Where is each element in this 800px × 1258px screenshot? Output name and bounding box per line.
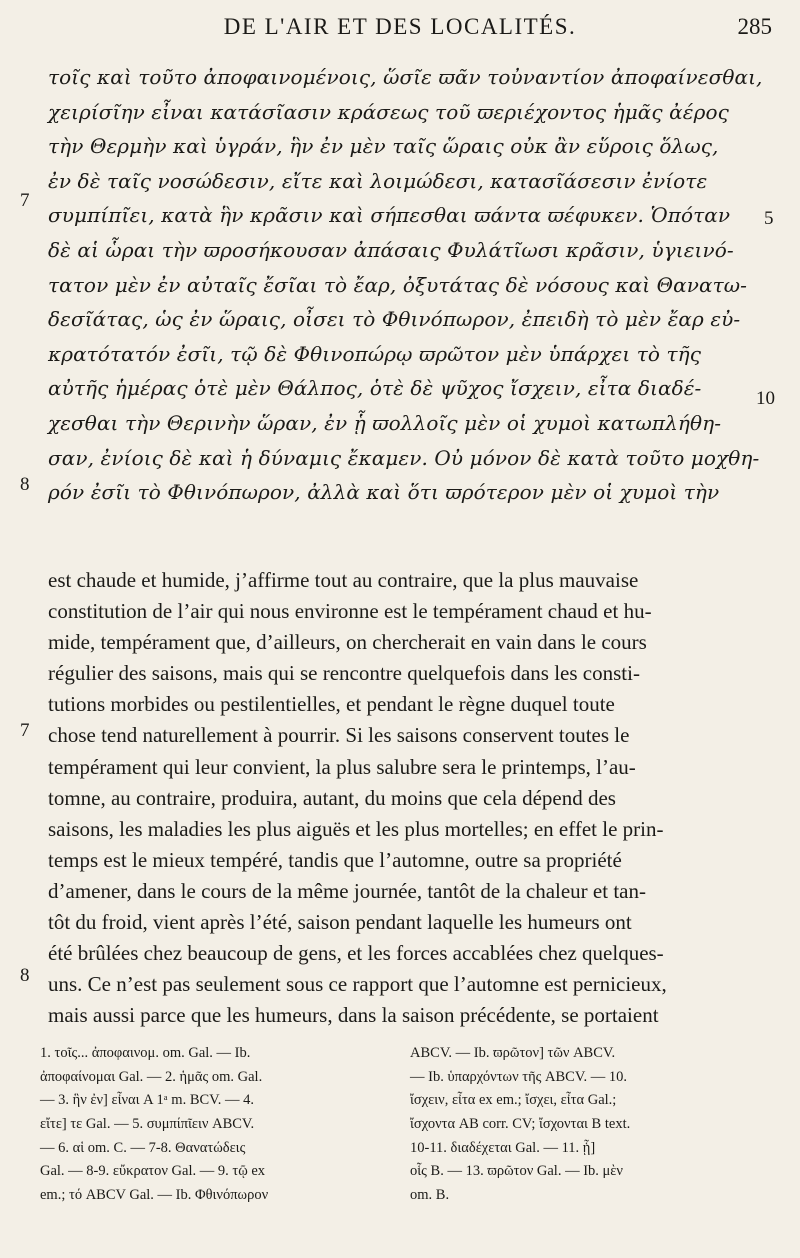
french-text-line: tutions morbides ou pestilentielles, et pendant le règne duquel toute <box>48 692 615 717</box>
apparatus-note-line: 10-11. διαδέχεται Gal. — 11. ᾗ] <box>410 1139 596 1156</box>
greek-margin-line-number: 5 <box>764 208 774 229</box>
french-margin-line-ref: 8 <box>20 965 30 986</box>
french-text-line: uns. Ce n’est pas seulement sous ce rapport que l’automne est pernicieux, <box>48 972 667 997</box>
greek-text-line: σαν, ἐνίοις δὲ καὶ ἡ δύναμις ἔκαμεν. Οὐ μόνον δὲ κατὰ τοῦτο μοχθη- <box>48 445 760 470</box>
greek-text-line: δὲ αἱ ὧραι τὴν ϖροσήκουσαν ἀπάσαις Φυλάτῖωσι κρᾶσιν, ὑγιεινό- <box>48 237 734 262</box>
greek-text-line: τοῖς καὶ τοῦτο ἀποφαινομένοις, ὥσῖε ϖᾶν τοὐναντίον ἀποφαίνεσθαι, <box>48 65 763 89</box>
apparatus-note-line: — 3. ἣν ἐν] εἶναι A 1ᵃ m. BCV. — 4. <box>40 1092 255 1109</box>
apparatus-note-line: ἀποφαίνομαι Gal. — 2. ἡμᾶς om. Gal. <box>40 1068 263 1085</box>
apparatus-note-line: 1. τοῖς... ἀποφαινομ. om. Gal. — Ib. <box>40 1045 251 1061</box>
apparatus-note-line: Gal. — 8-9. εὔκρατον Gal. — 9. τῷ ex <box>40 1163 266 1180</box>
greek-text-line: ἐν δὲ ταῖς νοσώδεσιν, εἴτε καὶ λοιμώδεσι, κατασῖάσεσιν ἐνίοτε <box>48 168 708 193</box>
greek-text-line: χεσθαι τὴν Θερινὴν ὥραν, ἐν ᾗ ϖολλοῖς μὲν οἱ χυμοὶ κατωπλήθη- <box>48 410 722 435</box>
french-text-line: saisons, les maladies les plus aiguës et les plus mortelles; en effet le prin- <box>48 816 664 841</box>
apparatus-note-line: em.; τό ABCV Gal. — Ib. Φθινόπωρον <box>40 1187 269 1204</box>
greek-margin-line-number: 10 <box>756 388 775 409</box>
french-text-line: tomne, au contraire, produira, autant, du moins que cela dépend des <box>48 785 616 810</box>
french-text-line: chose tend naturellement à pourrir. Si les saisons conservent toutes le <box>48 723 630 748</box>
french-text-line: tempérament qui leur convient, la plus salubre sera le printemps, l’au- <box>48 754 636 779</box>
french-translation-block <box>48 565 764 1031</box>
apparatus-note-line: εἴτε] τε Gal. — 5. συμπίπῖειν ABCV. <box>40 1116 255 1133</box>
greek-text-line: τατον μὲν ἐν αὐταῖς ἔσῖαι τὸ ἔαρ, ὀξυτάτας δὲ νόσους καὶ Θανατω- <box>48 272 747 297</box>
greek-text-line: αὐτῆς ἡμέρας ὁτὲ μὲν Θάλπος, ὁτὲ δὲ ψῦχος ἴσχειν, εἶτα διαδέ- <box>48 376 702 401</box>
running-title: DE L'AIR ET DES LOCALITÉS. <box>223 14 577 39</box>
french-text-line: mide, tempérament que, d’ailleurs, on chercherait en vain dans le cours <box>48 630 647 655</box>
running-header <box>0 14 800 50</box>
greek-text-line: τὴν Θερμὴν καὶ ὑγράν, ἣν ἐν μὲν ταῖς ὥραις οὐκ ἂν εὕροις ὅλως, <box>48 134 719 159</box>
greek-text-line: κρατότατόν ἐσῖι, τῷ δὲ Φθινοπώρῳ ϖρῶτον μὲν ὑπάρχει τὸ τῆς <box>48 341 702 366</box>
french-text-line: tôt du froid, vient après l’été, saison pendant laquelle les humeurs ont <box>48 910 632 935</box>
apparatus-note-line: ἴσχειν, εἶτα ex em.; ἴσχει, εἶτα Gal.; <box>410 1092 617 1109</box>
greek-text-line: χειρίσῖην εἶναι κατάσῖασιν κράσεως τοῦ ϖεριέχοντος ἡμᾶς ἀέρος <box>48 99 729 124</box>
apparatus-column-right <box>410 1042 780 1208</box>
french-text-line: mais aussi parce que les humeurs, dans la saison précédente, se portaient <box>48 1003 659 1028</box>
apparatus-note-line: om. B. <box>410 1187 450 1204</box>
apparatus-note-line: οἷς B. — 13. ϖρῶτον Gal. — Ib. μὲν <box>410 1163 623 1180</box>
greek-text-line: δεσῖάτας, ὡς ἐν ὥραις, οἶσει τὸ Φθινόπωρον, ἐπειδὴ τὸ μὲν ἔαρ εὐ- <box>48 307 741 332</box>
greek-text-line: συμπίπῖει, κατὰ ἣν κρᾶσιν καὶ σήπεσθαι ϖάντα ϖέφυκεν. Ὁπόταν <box>48 203 731 228</box>
greek-margin-line-ref: 8 <box>20 474 30 495</box>
page-number: 285 <box>737 14 772 39</box>
apparatus-note-line: ABCV. — Ib. ϖρῶτον] τῶν ABCV. <box>410 1045 616 1061</box>
french-text-line: est chaude et humide, j’affirme tout au contraire, que la plus mauvaise <box>48 568 639 592</box>
french-text-line: temps est le mieux tempéré, tandis que l’automne, outre sa propriété <box>48 847 622 872</box>
apparatus-note-line: ἴσχοντα AB corr. CV; ἴσχονται B text. <box>410 1116 631 1133</box>
french-text-line: constitution de l’air qui nous environne est le tempérament chaud et hu- <box>48 599 652 624</box>
french-text-line: régulier des saisons, mais qui se rencontre quelquefois dans les consti- <box>48 661 640 686</box>
apparatus-column-left <box>40 1042 392 1208</box>
greek-margin-line-ref: 7 <box>20 190 30 211</box>
greek-text-line: ρόν ἐσῖι τὸ Φθινόπωρον, ἀλλὰ καὶ ὅτι ϖρότερον μὲν οἱ χυμοὶ τὴν <box>48 480 720 505</box>
french-text-line: d’amener, dans le cours de la même journée, tantôt de la chaleur et tan- <box>48 878 646 903</box>
french-margin-line-ref: 7 <box>20 720 30 741</box>
apparatus-note-line: — 6. αἱ om. C. — 7-8. Θανατώδεις <box>40 1139 246 1156</box>
apparatus-note-line: — Ib. ὑπαρχόντων τῆς ABCV. — 10. <box>410 1068 627 1085</box>
greek-text-block <box>48 60 764 510</box>
french-text-line: été brûlées chez beaucoup de gens, et les forces accablées chez quelques- <box>48 941 664 966</box>
